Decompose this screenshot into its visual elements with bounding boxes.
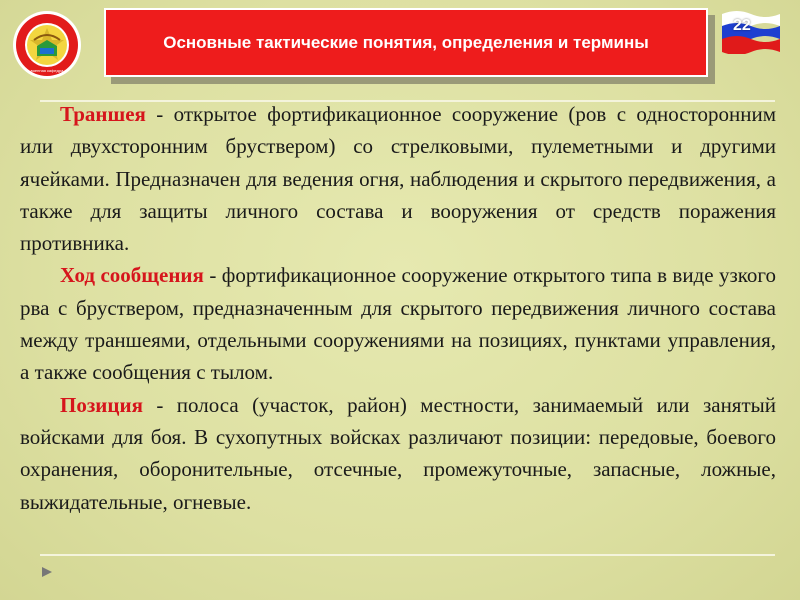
definition-paragraph	[20, 389, 776, 518]
bottom-divider	[40, 554, 775, 556]
play-arrow-icon[interactable]	[40, 565, 54, 579]
definition-paragraph	[20, 259, 776, 388]
definition-text: - фортификационное сооружение открытого типа в виде узкого рва с бруствером, предназначенным для скрытого передвижения личного состава между траншеями, отдельными сооружениями на позициях, пунктами управления, а также сообщения с тылом.	[20, 263, 777, 385]
military-emblem-icon	[12, 10, 82, 80]
page-title	[104, 8, 708, 77]
page-number: 22	[733, 17, 751, 34]
definition-text: - открытое фортификационное сооружение (ров с односторонним или двухсторонним бруствером) со стрелковыми, пулеметными и другими ячейками. Предназначен для ведения огня, наблюдения и скрытого передвижения, а также для защиты личного состава и вооружения от средств поражения противника.	[20, 102, 776, 256]
emblem-caption: военная кафедра	[30, 68, 64, 73]
russian-flag-icon	[722, 10, 780, 54]
page-title-text: Основные тактические понятия, определения и термины	[163, 32, 649, 52]
definition-term: Траншея	[60, 102, 146, 126]
definitions-text	[20, 98, 776, 518]
definition-term: Позиция	[60, 392, 143, 417]
definition-text: - полоса (участок, район) местности, занимаемый или занятый войсками для боя. В сухопутных войсках различают позиции: передовые, боевого охранения, оборонительные, отсечные, промежуточные, запасные, ложные, выжидательные, огневые.	[20, 392, 776, 514]
definition-paragraph	[20, 98, 776, 259]
definition-term: Ход сообщения	[60, 263, 204, 288]
